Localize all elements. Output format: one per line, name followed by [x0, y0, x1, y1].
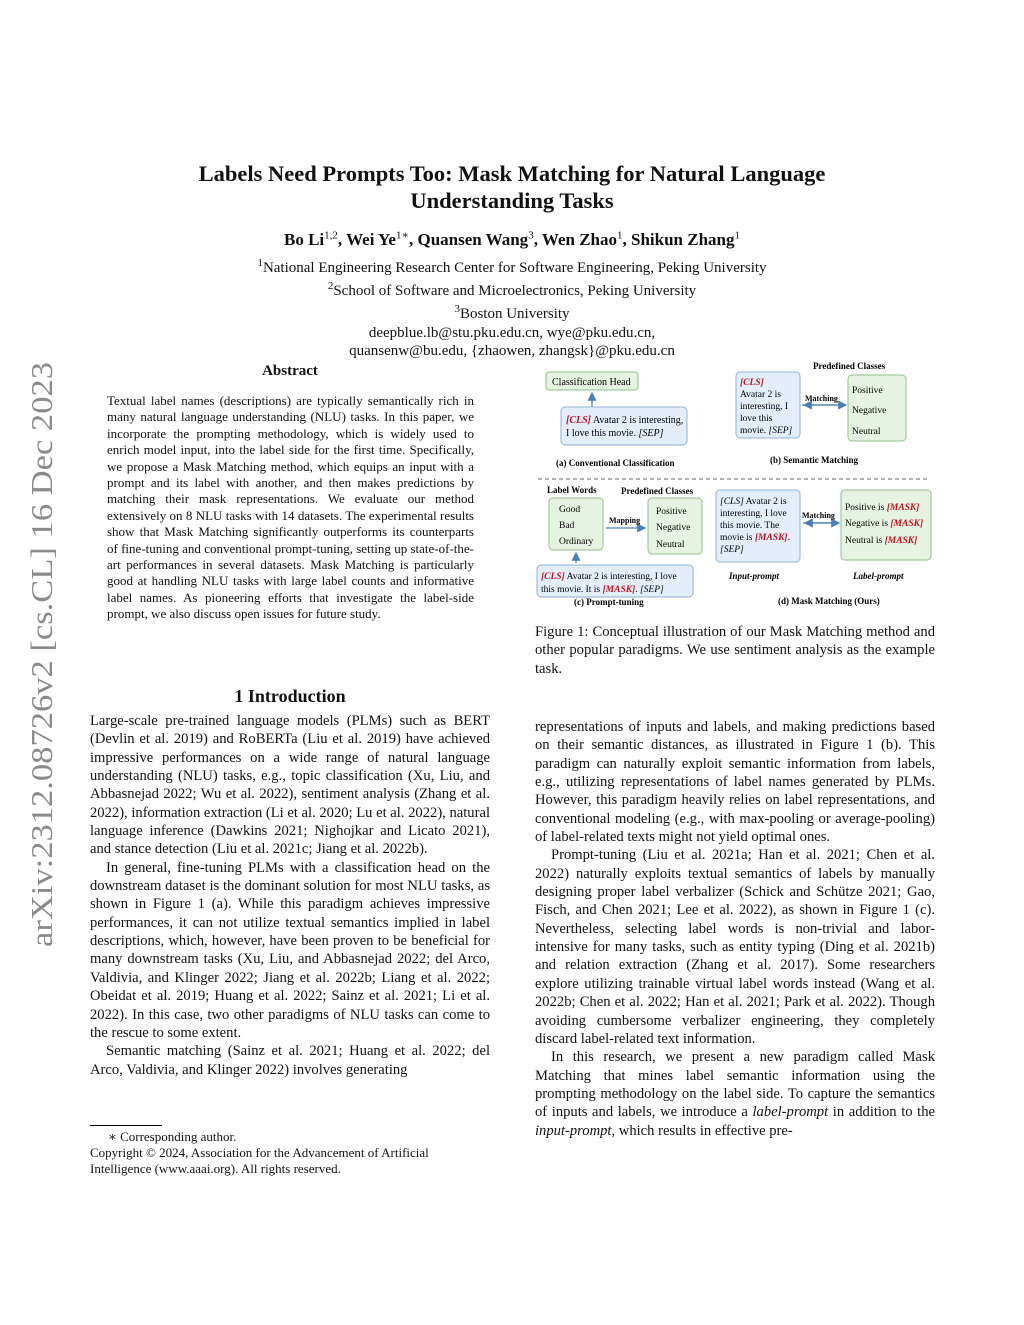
- affiliations: $^1$National Engineering Research Center for Software Engineering, Peking University $^2$School of Software and Microelectronics, Peking University $^3$Boston University deepblue.lb@stu.pku.edu.cn, wye@pku.edu.cn, quansenw@bu.edu, {zhaowen, zhangsk}@pku.edu.cn: [100, 254, 924, 360]
- svg-text:Ordinary: Ordinary: [559, 537, 594, 547]
- paragraph: Large-scale pre-trained language models (PLMs) such as BERT (Devlin et al. 2019) and RoBERTa (Liu et al. 2019) have achieved impressive performances on a wide range of natural language understanding (NLU) tasks, e.g., topic classification (Xu, Liu, and Abbasnejad 2022; Wu et al. 2022), sentiment analysis (Zhang et al. 2022), information extraction (Li et al. 2020; Lu et al. 2022), natural language inference (Dawkins 2021; Nighojkar and Licato 2021), and stance detection (Liu et al. 2021c; Jiang et al. 2022b).: [90, 713, 490, 858]
- figure-caption: Figure 1: Conceptual illustration of our Mask Matching method and other popular paradigms. We use sentiment analysis as the example task.: [535, 624, 935, 677]
- svg-text:Label-prompt: Label-prompt: [853, 571, 904, 581]
- svg-text:Matching: Matching: [805, 394, 838, 403]
- svg-text:(c) Prompt-tuning: (c) Prompt-tuning: [574, 597, 644, 607]
- svg-text:this movie. It is [MASK]. [SE: this movie. It is [MASK]. [SEP]: [541, 585, 664, 595]
- paragraph: Semantic matching (Sainz et al. 2021; Huang et al. 2022; del Arco, Valdivia, and Klinger 2022) involves generating: [90, 1043, 490, 1078]
- abstract-heading: Abstract: [262, 363, 318, 379]
- emails: deepblue.lb@stu.pku.edu.cn, wye@pku.edu.cn,: [368, 324, 656, 341]
- panel-b: [736, 361, 906, 465]
- svg-text:Negative: Negative: [852, 406, 887, 416]
- section-heading: 1 Introduction: [234, 686, 346, 706]
- svg-text:[CLS] Avatar 2 is interesting,: [CLS] Avatar 2 is interesting,: [566, 415, 684, 426]
- svg-text:movie is [MASK].: movie is [MASK].: [720, 533, 790, 543]
- panel-d: [716, 490, 931, 606]
- svg-text:Positive is [MASK]: Positive is [MASK]: [845, 503, 920, 513]
- svg-text:this movie. The: this movie. The: [720, 521, 780, 531]
- copyright-notice: Copyright © 2024, Association for the Advancement of Artificial Intelligence (www.aaai.org). All rights reserved.: [90, 1145, 429, 1176]
- arxiv-id: arXiv:2312.08726v2 [cs.CL] 16 Dec 2023: [24, 421, 59, 947]
- paragraph: representations of inputs and labels, and making predictions based on their semantic distances, as illustrated in Figure 1 (b). This paradigm can naturally exploit semantic information from labels, e.g., utilizing representations of label names generated by PLMs. However, this paradigm heavily relies on label representations, and conventional modeling (e.g., with max-pooling or average-pooling) of label-related texts might not yield optimal ones.: [535, 719, 935, 846]
- corresponding-author-note: ∗ Corresponding author.: [108, 1129, 237, 1144]
- svg-text:(b) Semantic Matching: (b) Semantic Matching: [770, 455, 858, 465]
- svg-text:I love this movie. [SEP]: I love this movie. [SEP]: [566, 428, 664, 439]
- figure-1: [528, 355, 938, 615]
- svg-text:Classification Head: Classification Head: [552, 377, 631, 388]
- right-column: [535, 718, 935, 1140]
- left-column: [90, 712, 490, 1079]
- input-box: [561, 407, 687, 445]
- svg-text:Mapping: Mapping: [609, 516, 641, 525]
- svg-text:Predefined Classes: Predefined Classes: [621, 486, 694, 496]
- abstract-text: Textual label names (descriptions) are typically semantically rich in many natural language understanding (NLU) tasks. In this paper, we incorporate the prompting methodology, which is widely used to enrich model input, into the label side for the first time. Specifically, we propose a Mask Matching method, which equips an input with a prompt and its label with another, and then makes predictions by matching their mask representations. We evaluate our method extensively on 8 NLU tasks with 14 datasets. The experimental results show that Mask Matching significantly outperforms its counterparts of fine-tuning and conventional prompt-tuning, setting up state-of-the-art performances in several datasets. Mask Matching is particularly good at handling NLU tasks with large label counts and informative label names. As pioneering efforts that investigate the label-side prompt, we also discuss open issues for future study.: [107, 393, 474, 622]
- svg-text:interesting, I: interesting, I: [740, 402, 789, 412]
- svg-text:Neutral is [MASK]: Neutral is [MASK]: [845, 536, 918, 546]
- svg-text:Matching: Matching: [802, 511, 835, 520]
- footnote: [90, 1129, 490, 1177]
- author-list: Bo Li$^{1,2}$, Wei $Ye^{1∗}$, Quansen Wang$^3$, Wen Zhao$^1$, Shikun Zhang$^1$: [283, 229, 740, 249]
- paragraph: Prompt-tuning (Liu et al. 2021a; Han et al. 2021; Chen et al. 2022) naturally exploits textual semantics of labels by manually designing proper label verbalizer (Schick and Schütze 2021; Gao, Fisch, and Chen 2021; Lee et al. 2022), as shown in Figure 1 (c). Nevertheless, selecting label words is non-trivial and labor-intensive for many tasks, such as entity typing (Ding et al. 2021b) and relation extraction (Zhang et al. 2017). Some researchers explore utilizing trainable virtual label words instead (Wang et al. 2022b; Chen et al. 2022; Han et al. 2021; Park et al. 2022). Though avoiding cumbersome verbalizer engineering, they completely discard label-related text information.: [535, 847, 935, 1047]
- svg-text:Neutral: Neutral: [852, 427, 881, 437]
- svg-text:interesting, I love: interesting, I love: [720, 509, 787, 519]
- author: Quansen Wang$^3$: [417, 229, 534, 249]
- footnote-rule: [90, 1125, 162, 1126]
- svg-text:Input-prompt: Input-prompt: [729, 571, 780, 581]
- paragraph: In this research, we present a new paradigm called Mask Matching that mines label semantic information using the prompting methodology on the label side. To capture the semantics of inputs and labels, we introduce a label-prompt in addition to the input-prompt, which results in effective pre-: [535, 1049, 935, 1139]
- svg-text:Positive: Positive: [852, 386, 883, 396]
- svg-text:Negative is [MASK]: Negative is [MASK]: [845, 519, 924, 529]
- svg-text:(d) Mask Matching (Ours): (d) Mask Matching (Ours): [778, 596, 880, 606]
- arxiv-watermark: [16, 360, 66, 950]
- svg-text:Avatar 2 is: Avatar 2 is: [740, 390, 781, 400]
- author: Shikun Zhang$^1$: [631, 229, 740, 249]
- svg-text:Predefined Classes: Predefined Classes: [813, 361, 886, 371]
- panel-a: [546, 372, 687, 468]
- svg-text:Label Words: Label Words: [547, 485, 597, 495]
- svg-text:[CLS] Avatar 2 is interesting,: [CLS] Avatar 2 is interesting, I love: [541, 572, 677, 582]
- svg-text:movie. [SEP]: movie. [SEP]: [740, 426, 793, 436]
- panel-c: [537, 485, 702, 607]
- paragraph: In general, fine-tuning PLMs with a classification head on the downstream dataset is the dominant solution for most NLU tasks, as shown in Figure 1 (a). While this paradigm achieves impressive performances, it can not utilize textual semantics implied in label descriptions, which, however, have been proven to be beneficial for many downstream tasks (Xu, Liu, and Abbasnejad 2022; del Arco, Valdivia, and Klinger 2022; Jiang et al. 2022b; Liang et al. 2022; Obeidat et al. 2019; Huang et al. 2022; Sainz et al. 2021; Li et al. 2022). In this case, two other paradigms of NLU tasks can come to the rescue to some extent.: [90, 859, 490, 1041]
- svg-text:love this: love this: [740, 414, 773, 424]
- svg-text:(a) Conventional Classificatio: (a) Conventional Classification: [556, 458, 675, 468]
- svg-text:[CLS] Avatar 2 is: [CLS] Avatar 2 is: [720, 497, 787, 507]
- svg-text:Neutral: Neutral: [656, 540, 685, 550]
- svg-text:[SEP]: [SEP]: [720, 545, 744, 555]
- svg-text:Negative: Negative: [656, 523, 691, 533]
- paper-title: Labels Need Prompts Too: Mask Matching for Natural Language Understanding Tasks: [198, 161, 826, 213]
- svg-text:Good: Good: [559, 505, 581, 515]
- author: Wei $Ye^{1∗}$: [346, 229, 409, 249]
- author: Wen Zhao$^1$: [541, 229, 623, 249]
- svg-text:[CLS]: [CLS]: [740, 378, 764, 388]
- svg-text:Bad: Bad: [559, 521, 575, 531]
- emails: quansenw@bu.edu, {zhaowen, zhangsk}@pku.edu.cn: [349, 342, 675, 359]
- author: Bo Li$^{1,2}$: [283, 229, 338, 249]
- svg-text:Positive: Positive: [656, 507, 687, 517]
